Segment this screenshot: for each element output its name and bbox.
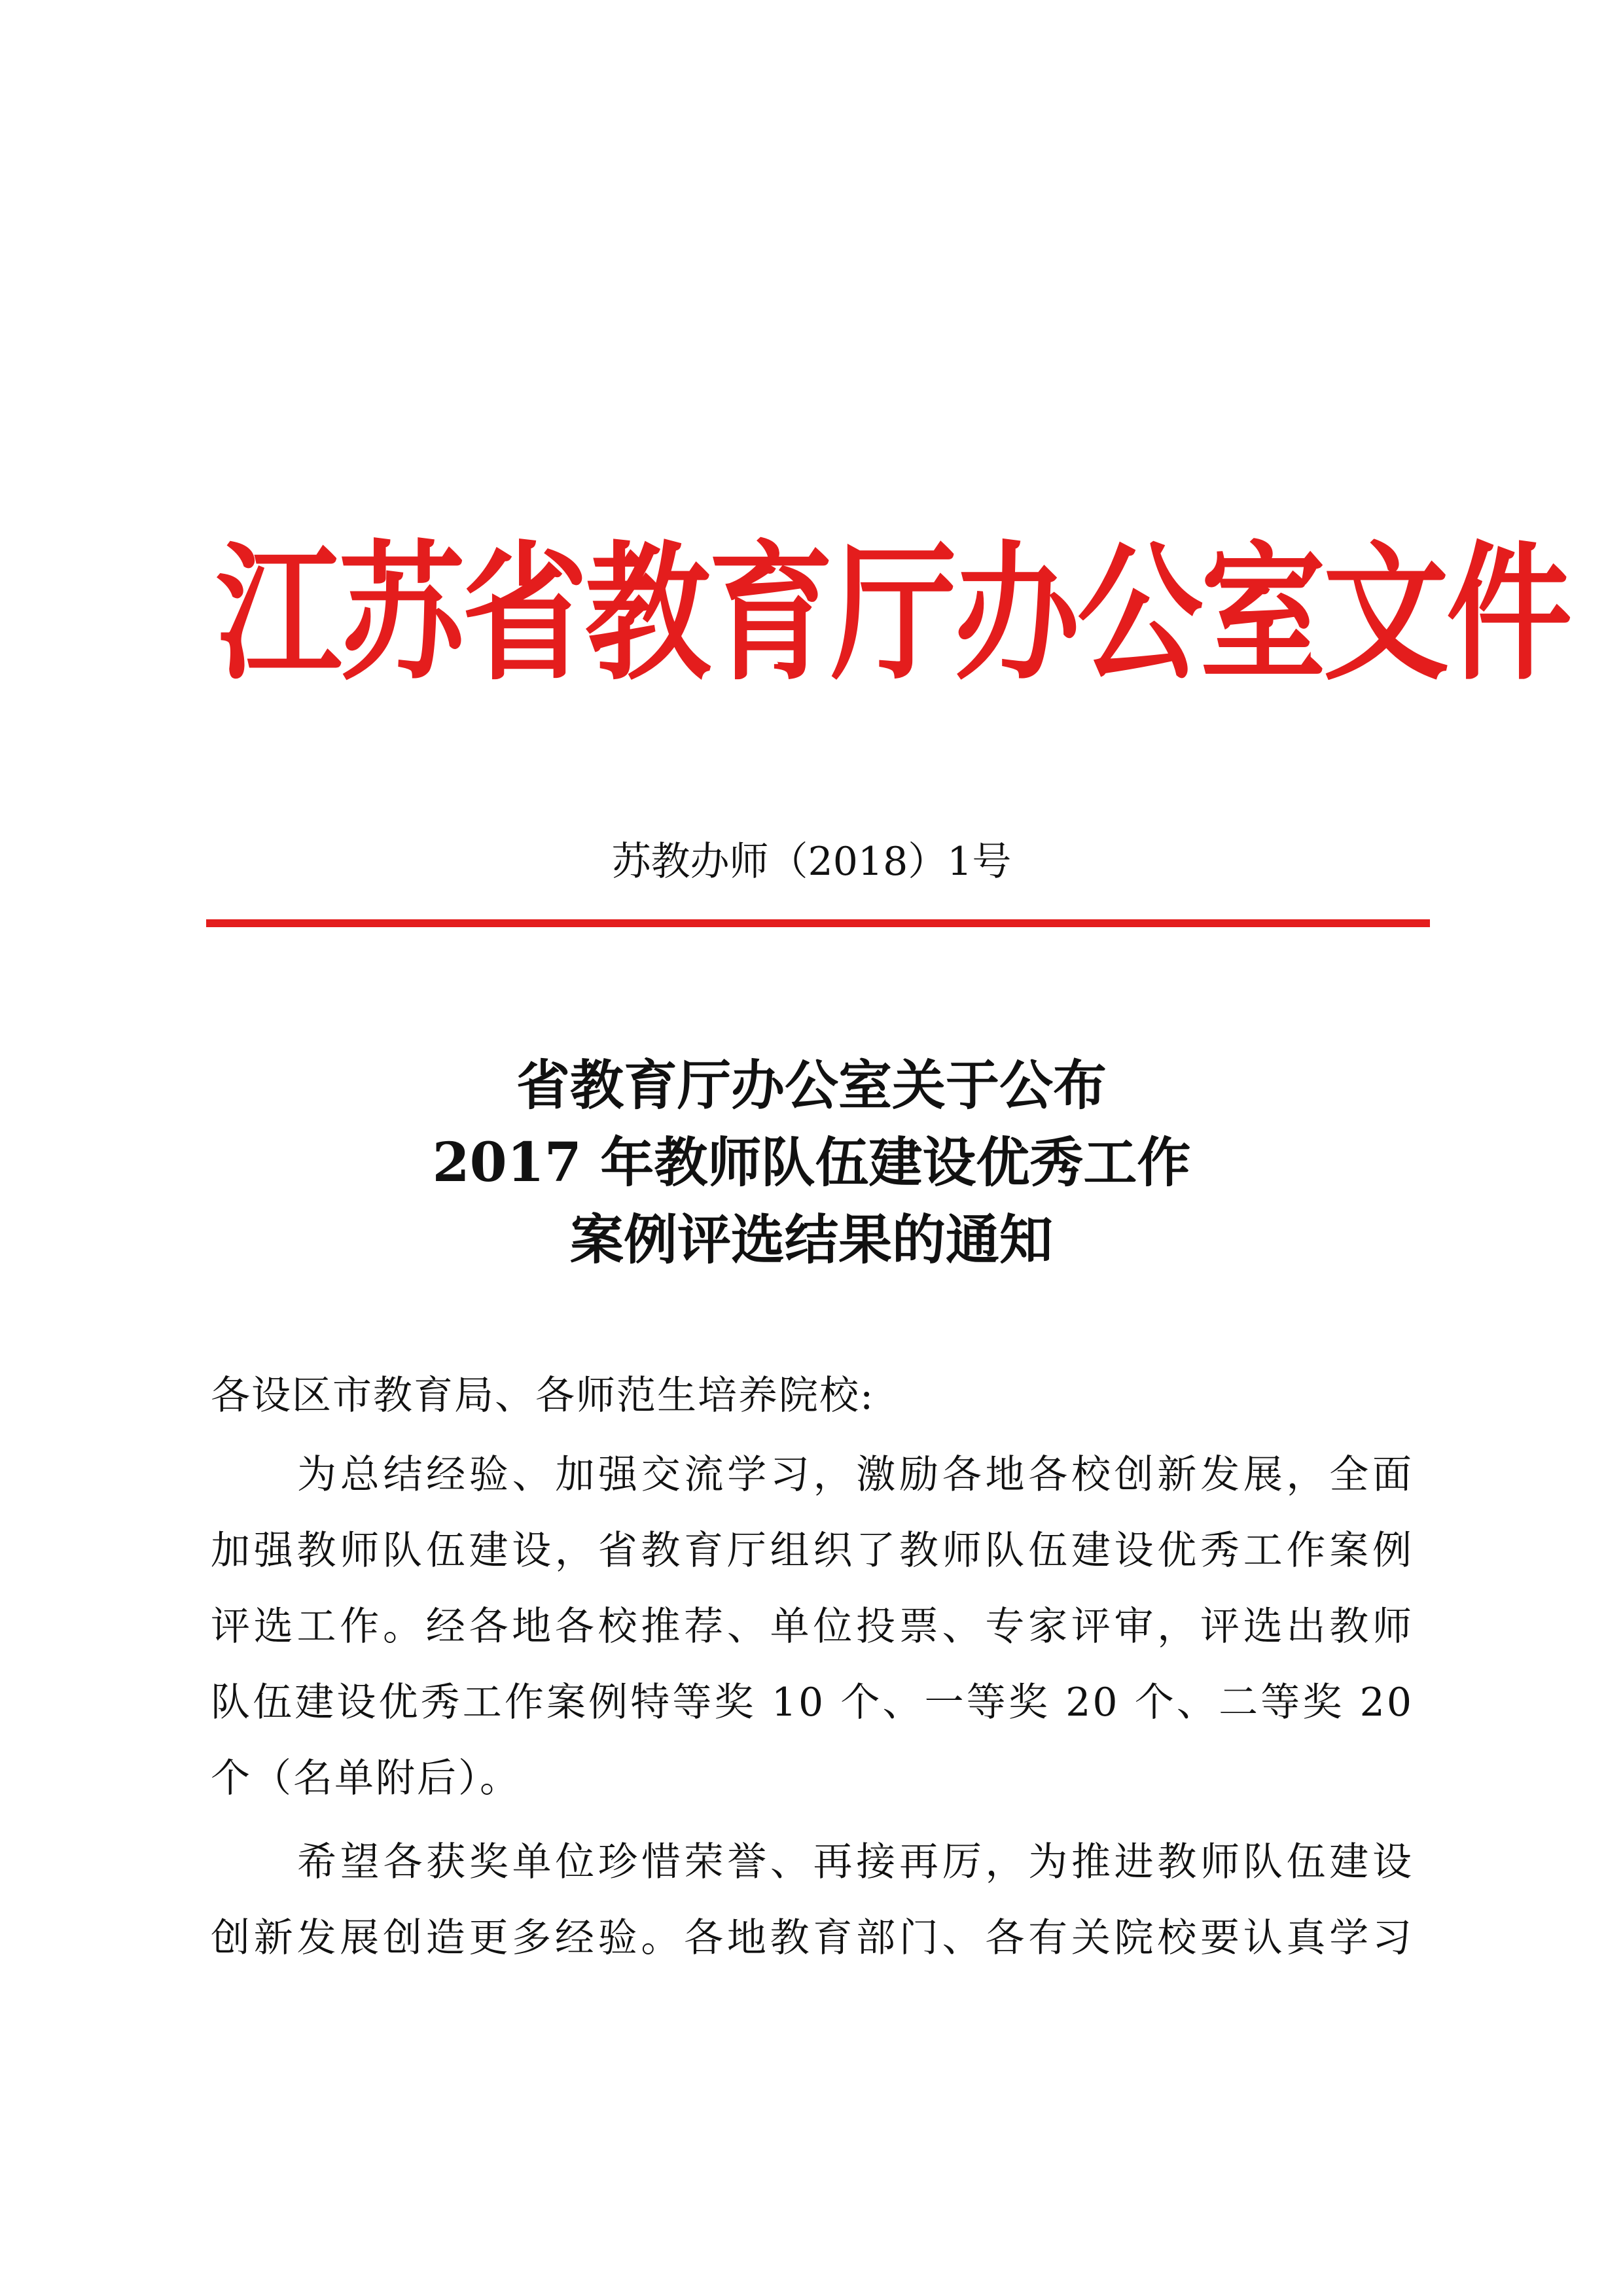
body-paragraph [211,1824,1414,1976]
title-line: 案例评选结果的通知 [569,1209,1053,1271]
body-paragraph [211,1437,1414,1816]
document-number: 苏教办师（2018）1号 [611,839,1012,885]
paragraph-line: 个（名单附后）。 [211,1756,521,1801]
notice-title [0,1047,1623,1279]
paragraph-line: 队伍建设优秀工作案例特等奖 10 个、一等奖 20 个、二等奖 20 [211,1680,1414,1725]
paragraph-line: 希望各获奖单位珍惜荣誉、再接再厉，为推进教师队伍建设 [297,1839,1414,1885]
paragraph-line: 评选工作。经各地各校推荐、单位投票、专家评审，评选出教师 [211,1604,1414,1650]
paragraph-line: 为总结经验、加强交流学习，激励各地各校创新发展，全面 [297,1452,1414,1498]
paragraph-line: 加强教师队伍建设，省教育厅组织了教师队伍建设优秀工作案例 [211,1528,1414,1574]
title-line: 省教育厅办公室关于公布 [516,1054,1107,1117]
salutation: 各设区市教育局、各师范生培养院校: [211,1373,875,1419]
red-masthead-title: 江苏省教育厅办公室文件 [216,528,1569,701]
red-separator-line [206,919,1430,927]
title-line: 2017 年教师队伍建设优秀工作 [432,1131,1191,1194]
paragraph-line: 创新发展创造更多经验。各地教育部门、各有关院校要认真学习 [211,1915,1414,1961]
